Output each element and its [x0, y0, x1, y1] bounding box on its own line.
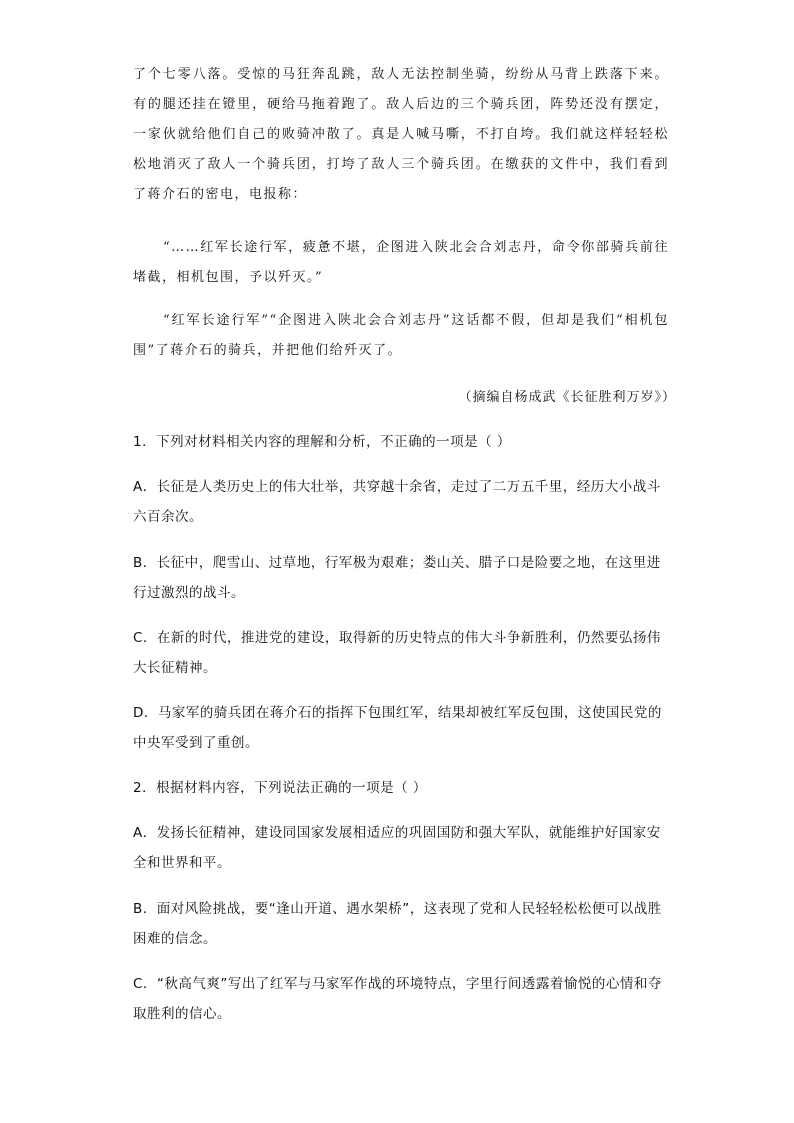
question-1-stem: 1．下列对材料相关内容的理解和分析，不正确的一项是（ ）: [133, 434, 511, 450]
question-1-option-d: D．马家军的骑兵团在蒋介石的指挥下包围红军，结果却被红军反包围，这使国民党的中央军受到了重创。: [133, 705, 662, 751]
question-2-option-a: A．发扬长征精神，建设同国家发展相适应的巩固国防和强大军队，就能维护好国家安全和世界和平。: [133, 825, 661, 871]
passage-paragraph-3: “红军长途行军”“企图进入陕北会合刘志丹”这话都不假，但却是我们“相机包围”了蒋介石的骑兵，并把他们给歼灭了。: [133, 313, 669, 358]
passage-source: （摘编自杨成武《长征胜利万岁》）: [458, 390, 676, 405]
question-1-option-b: B．长征中，爬雪山、过草地，行军极为艰难；娄山关、腊子口是险要之地，在这里进行过激烈的战斗。: [133, 555, 661, 601]
question-2-stem: 2．根据材料内容，下列说法正确的一项是（ ）: [133, 780, 427, 796]
question-1-option-a: A．长征是人类历史上的伟大壮举，共穿越十余省，走过了二万五千里，经历大小战斗六百余次。: [133, 479, 661, 525]
question-2-option-c: C．“秋高气爽”写出了红军与马家军作战的环境特点，字里行间透露着愉悦的心情和夺取胜利的信心。: [133, 976, 662, 1022]
passage-paragraph-2: “……红军长途行军，疲惫不堪，企图进入陕北会合刘志丹，命令你部骑兵前往堵截，相机包围，予以歼灭。”: [133, 240, 669, 285]
passage-paragraph-1: 了个七零八落。受惊的马狂奔乱跳，敌人无法控制坐骑，纷纷从马背上跌落下来。有的腿还挂在镫里，硬给马拖着跑了。敌人后边的三个骑兵团，阵势还没有摆定，一家伙就给他们自己的败骑冲散了。真是人喊马嘶，不打自垮。我们就这样轻轻松松地消灭了敌人一个骑兵团，打垮了敌人三个骑兵团。在缴获的文件中，我们看到了蒋介石的密电，电报称：: [133, 67, 669, 202]
question-1-option-c: C．在新的时代，推进党的建设，取得新的历史特点的伟大斗争新胜利，仍然要弘扬伟大长征精神。: [133, 630, 661, 676]
question-2-option-b: B．面对风险挑战，要“逢山开道、遇水架桥”，这表现了党和人民轻轻松松便可以战胜困难的信念。: [133, 901, 662, 947]
